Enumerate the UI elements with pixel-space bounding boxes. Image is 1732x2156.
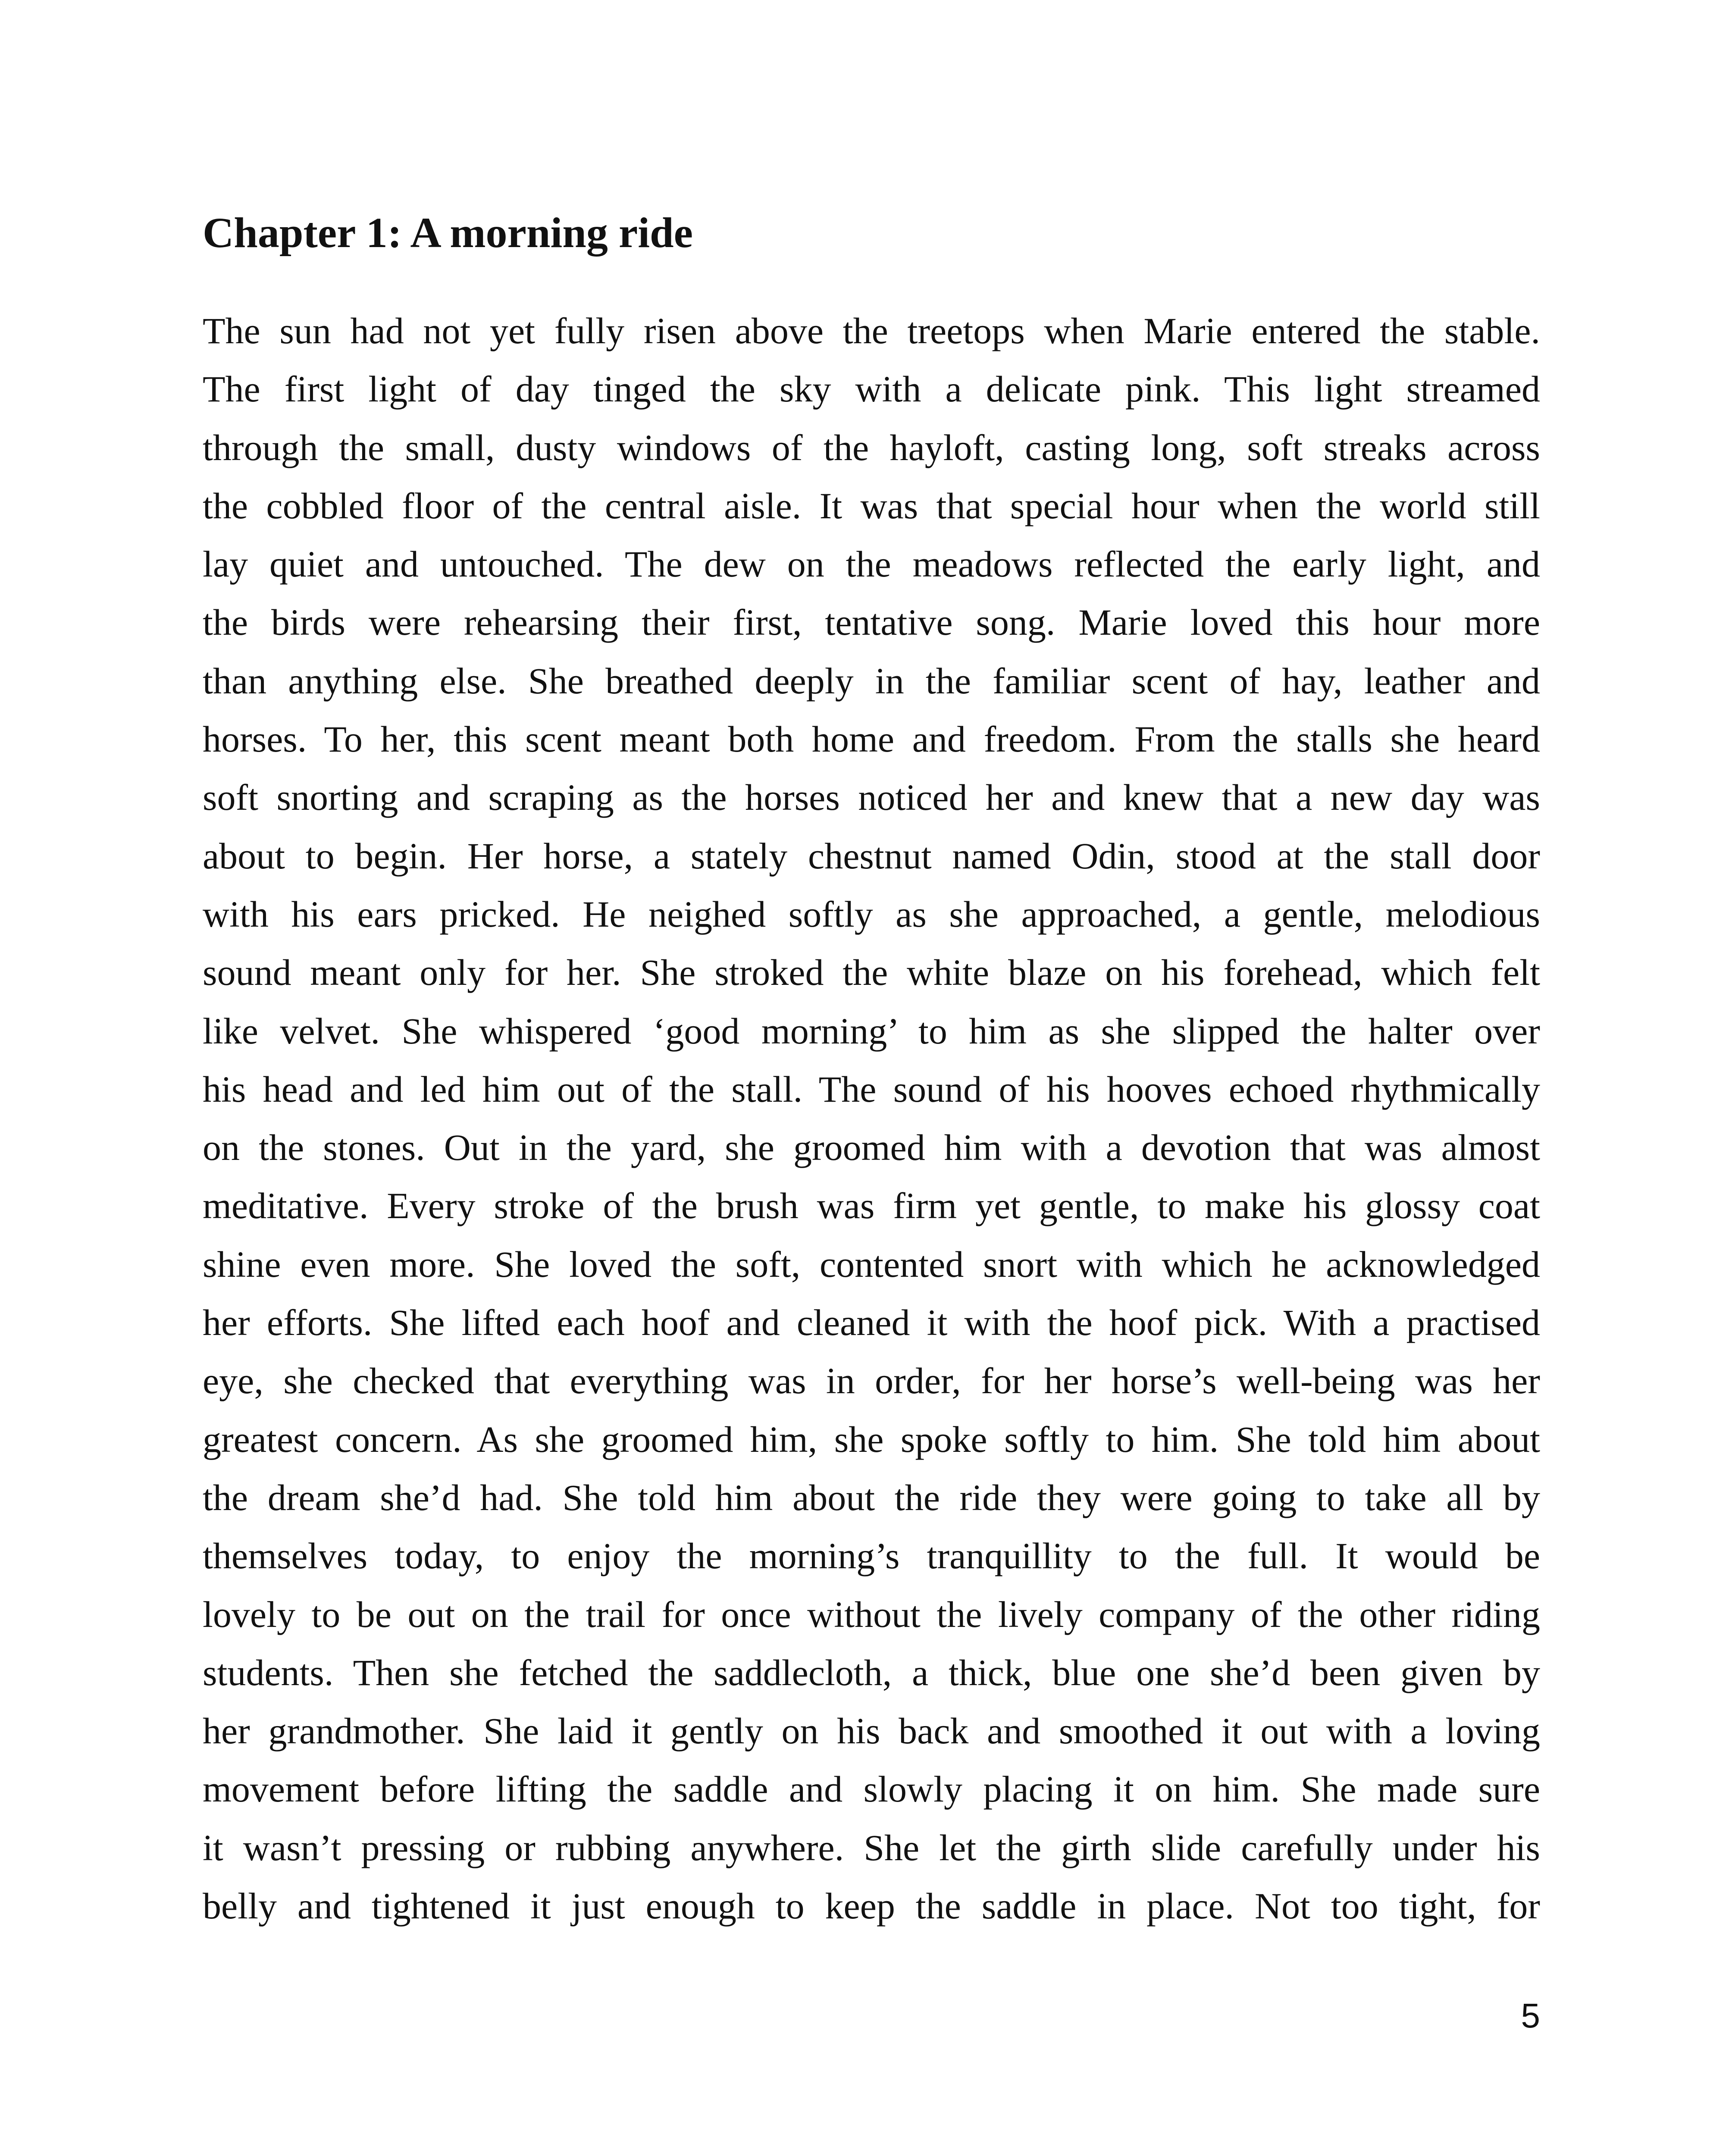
body-line: like velvet. She whispered ‘good morning’ to him as she slipped the halter over bbox=[203, 1010, 1540, 1052]
body-line: on the stones. Out in the yard, she groomed him with a devotion that was almost bbox=[203, 1127, 1540, 1169]
body-line: The first light of day tinged the sky with a delicate pink. This light streamed bbox=[203, 368, 1540, 410]
body-line: the cobbled floor of the central aisle. It was that special hour when the world still bbox=[203, 485, 1540, 526]
body-line: horses. To her, this scent meant both home and freedom. From the stalls she heard bbox=[203, 718, 1540, 760]
chapter-body bbox=[203, 302, 1540, 1935]
body-line: lovely to be out on the trail for once without the lively company of the other riding bbox=[203, 1593, 1540, 1635]
body-line: lay quiet and untouched. The dew on the meadows reflected the early light, and bbox=[203, 543, 1540, 585]
body-line: with his ears pricked. He neighed softly as she approached, a gentle, melodious bbox=[203, 893, 1540, 935]
body-line: through the small, dusty windows of the hayloft, casting long, soft streaks across bbox=[203, 426, 1540, 468]
body-line: about to begin. Her horse, a stately chestnut named Odin, stood at the stall door bbox=[203, 835, 1540, 877]
body-line: his head and led him out of the stall. The sound of his hooves echoed rhythmically bbox=[203, 1068, 1540, 1110]
body-line: sound meant only for her. She stroked the white blaze on his forehead, which felt bbox=[203, 952, 1540, 993]
body-line: the birds were rehearsing their first, tentative song. Marie loved this hour more bbox=[203, 602, 1540, 643]
body-line: than anything else. She breathed deeply in the familiar scent of hay, leather and bbox=[203, 660, 1540, 702]
page-number: 5 bbox=[1521, 1996, 1540, 2035]
body-line: The sun had not yet fully risen above the treetops when Marie entered the stable. bbox=[203, 310, 1540, 351]
body-line: meditative. Every stroke of the brush was firm yet gentle, to make his glossy coat bbox=[203, 1185, 1540, 1227]
body-line: shine even more. She loved the soft, contented snort with which he acknowledged bbox=[203, 1243, 1540, 1285]
body-line: belly and tightened it just enough to keep the saddle in place. Not too tight, for bbox=[203, 1885, 1540, 1927]
body-line: eye, she checked that everything was in order, for her horse’s well-being was her bbox=[203, 1360, 1540, 1402]
body-line: her grandmother. She laid it gently on his back and smoothed it out with a loving bbox=[203, 1710, 1540, 1752]
body-line: the dream she’d had. She told him about the ride they were going to take all by bbox=[203, 1476, 1540, 1518]
body-line: students. Then she fetched the saddlecloth, a thick, blue one she’d been given by bbox=[203, 1651, 1540, 1693]
body-line: soft snorting and scraping as the horses noticed her and knew that a new day was bbox=[203, 777, 1540, 818]
body-line: greatest concern. As she groomed him, she spoke softly to him. She told him about bbox=[203, 1418, 1540, 1460]
body-line: movement before lifting the saddle and slowly placing it on him. She made sure bbox=[203, 1768, 1540, 1810]
body-line: it wasn’t pressing or rubbing anywhere. She let the girth slide carefully under his bbox=[203, 1827, 1540, 1868]
chapter-title: Chapter 1: A morning ride bbox=[203, 209, 693, 257]
body-line: her efforts. She lifted each hoof and cleaned it with the hoof pick. With a practised bbox=[203, 1302, 1540, 1344]
body-line: themselves today, to enjoy the morning’s tranquillity to the full. It would be bbox=[203, 1535, 1540, 1577]
